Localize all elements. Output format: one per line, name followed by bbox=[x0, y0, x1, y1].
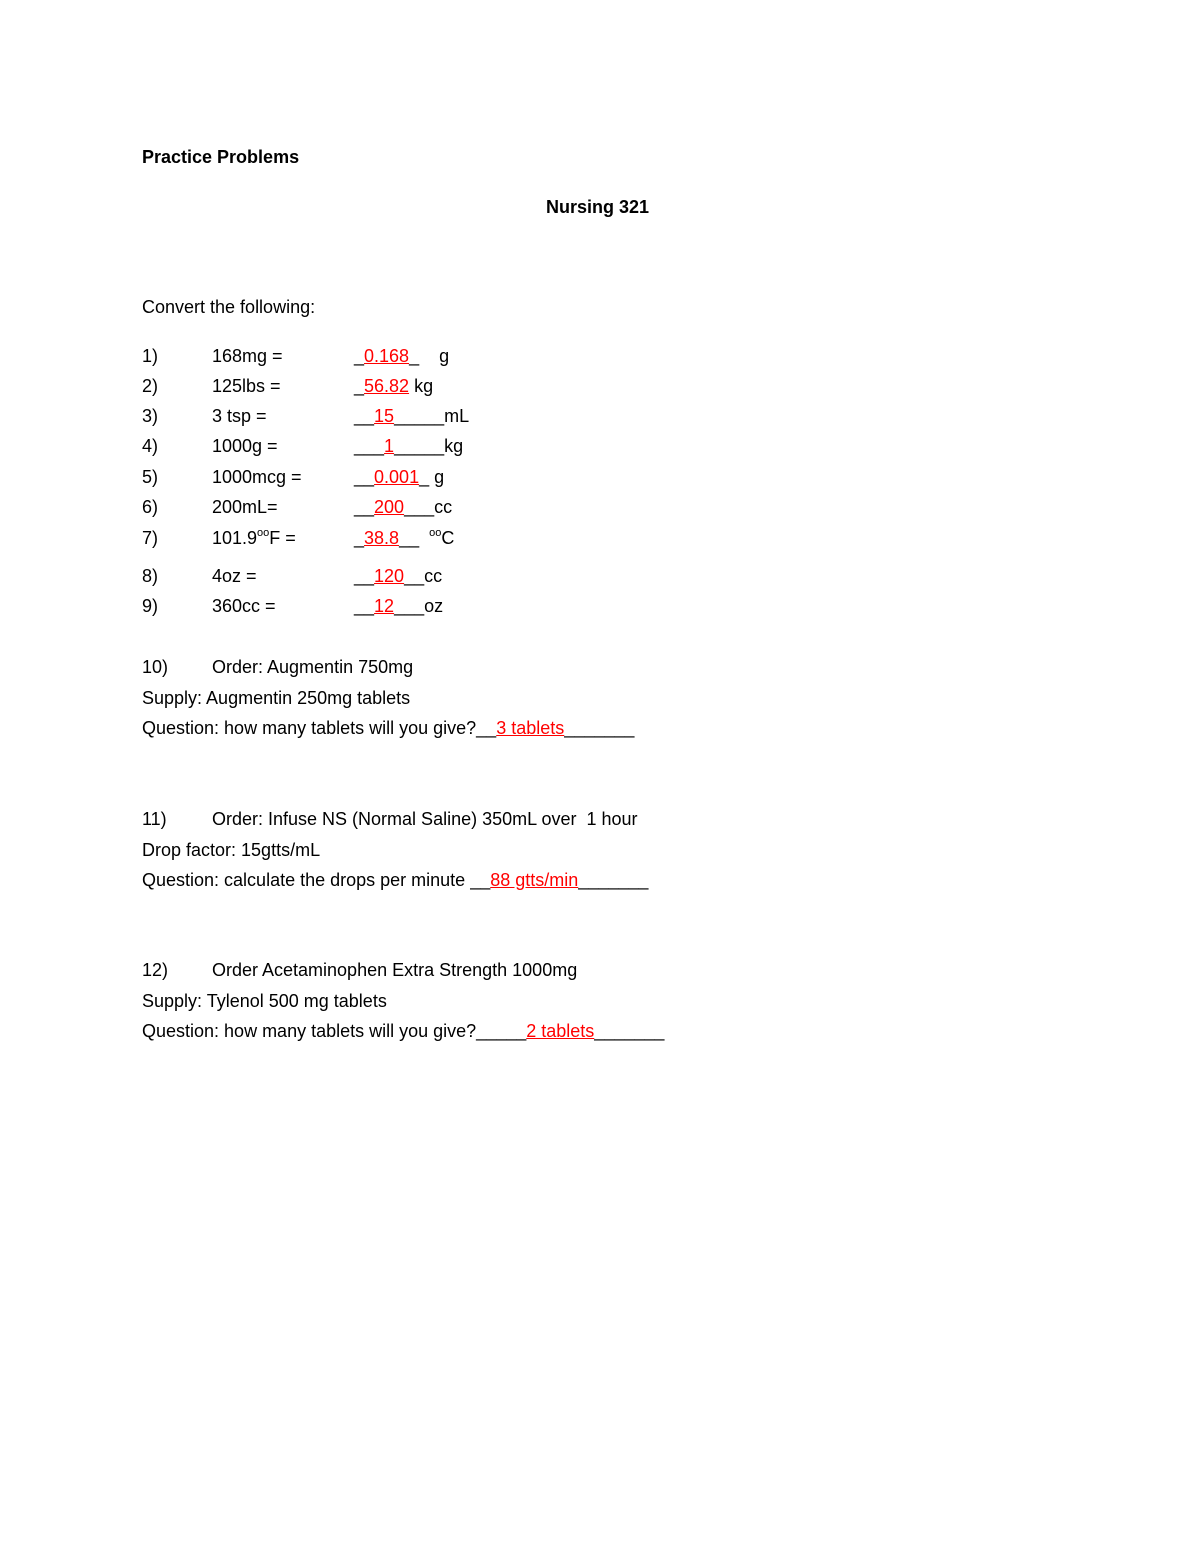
answer-value: 15 bbox=[374, 406, 395, 426]
answer-value: 56.82 bbox=[364, 376, 410, 396]
answer-blank: ___1_____kg bbox=[354, 436, 464, 456]
answer-value: 0.168 bbox=[364, 346, 410, 366]
answer-value: 120 bbox=[374, 566, 405, 586]
row-number: 1) bbox=[142, 346, 159, 366]
page-title: Practice Problems bbox=[142, 147, 300, 167]
problem-10-question: Question: how many tablets will you give?__3 tablets_______ bbox=[142, 718, 635, 738]
problem-11-supply: Drop factor: 15gtts/mL bbox=[142, 840, 321, 860]
unit: kg bbox=[444, 436, 464, 456]
conversion-row-6 bbox=[142, 497, 702, 519]
problem-12-question: Question: how many tablets will you give?_____2 tablets_______ bbox=[142, 1021, 665, 1041]
course-name: Nursing 321 bbox=[546, 197, 650, 217]
problem-11-question: Question: calculate the drops per minute __88 gtts/min_______ bbox=[142, 870, 649, 890]
problem-10-number: 10) bbox=[142, 657, 169, 677]
unit: mL bbox=[444, 406, 470, 426]
problem-10-order: Order: Augmentin 750mg bbox=[212, 657, 414, 677]
conversion-row-7 bbox=[142, 528, 702, 550]
row-expression: 200mL= bbox=[212, 497, 278, 517]
row-number: 7) bbox=[142, 528, 159, 548]
row-expression: 125lbs = bbox=[212, 376, 281, 396]
problem-11-order: Order: Infuse NS (Normal Saline) 350mL over 1 hour bbox=[212, 809, 638, 829]
degree-symbol: oo bbox=[429, 527, 442, 539]
unit: kg bbox=[414, 376, 434, 396]
answer-blank: __15_____mL bbox=[354, 406, 470, 426]
row-expression: 168mg = bbox=[212, 346, 283, 366]
conversion-row-4 bbox=[142, 436, 702, 458]
unit: C bbox=[441, 528, 455, 548]
answer-blank: _0.168_ g bbox=[354, 346, 450, 366]
answer-blank: __12___oz bbox=[354, 596, 444, 616]
unit: g bbox=[439, 346, 450, 366]
answer-value: 200 bbox=[374, 497, 405, 517]
answer-value: 12 bbox=[374, 596, 395, 616]
unit: g bbox=[434, 467, 445, 487]
row-number: 2) bbox=[142, 376, 159, 396]
answer-value: 38.8 bbox=[364, 528, 400, 548]
conversion-row-9 bbox=[142, 596, 702, 618]
row-number: 3) bbox=[142, 406, 159, 426]
conversion-row-2 bbox=[142, 376, 702, 398]
answer-value: 2 tablets bbox=[526, 1021, 595, 1041]
row-expression: 1000g = bbox=[212, 436, 278, 456]
row-expression: 3 tsp = bbox=[212, 406, 267, 426]
row-number: 6) bbox=[142, 497, 159, 517]
problem-10-supply: Supply: Augmentin 250mg tablets bbox=[142, 688, 411, 708]
row-expression: $101.9^{oo}F$ = bbox=[212, 527, 296, 548]
unit: cc bbox=[434, 497, 453, 517]
degree-symbol: oo bbox=[257, 527, 270, 539]
row-number: 5) bbox=[142, 467, 159, 487]
answer-blank: __120__cc bbox=[354, 566, 443, 586]
answer-value: 0.001 bbox=[374, 467, 420, 487]
row-expression: 360cc = bbox=[212, 596, 276, 616]
answer-value: 3 tablets bbox=[496, 718, 565, 738]
answer-blank: _56.82 kg bbox=[354, 376, 434, 396]
conversion-row-8 bbox=[142, 566, 702, 588]
conversion-row-1 bbox=[142, 346, 702, 368]
unit: cc bbox=[424, 566, 443, 586]
problem-11-number: 11) bbox=[142, 809, 167, 829]
row-number: 8) bbox=[142, 566, 159, 586]
problem-12-supply: Supply: Tylenol 500 mg tablets bbox=[142, 991, 387, 1011]
answer-value: 88 gtts/min bbox=[490, 870, 579, 890]
answer-value: 1 bbox=[384, 436, 395, 456]
row-number: 9) bbox=[142, 596, 159, 616]
answer-blank: _38.8__ $^{oo}$C bbox=[354, 527, 455, 548]
row-expression: 1000mcg = bbox=[212, 467, 302, 487]
row-number: 4) bbox=[142, 436, 159, 456]
row-expression: 4oz = bbox=[212, 566, 257, 586]
unit: oz bbox=[424, 596, 444, 616]
conversion-row-3 bbox=[142, 406, 702, 428]
answer-blank: __200___cc bbox=[354, 497, 453, 517]
conversion-row-5 bbox=[142, 467, 702, 489]
instructions: Convert the following: bbox=[142, 297, 316, 317]
answer-blank: __0.001_ g bbox=[354, 467, 445, 487]
problem-12-number: 12) bbox=[142, 960, 169, 980]
problem-12-order: Order Acetaminophen Extra Strength 1000mg bbox=[212, 960, 578, 980]
